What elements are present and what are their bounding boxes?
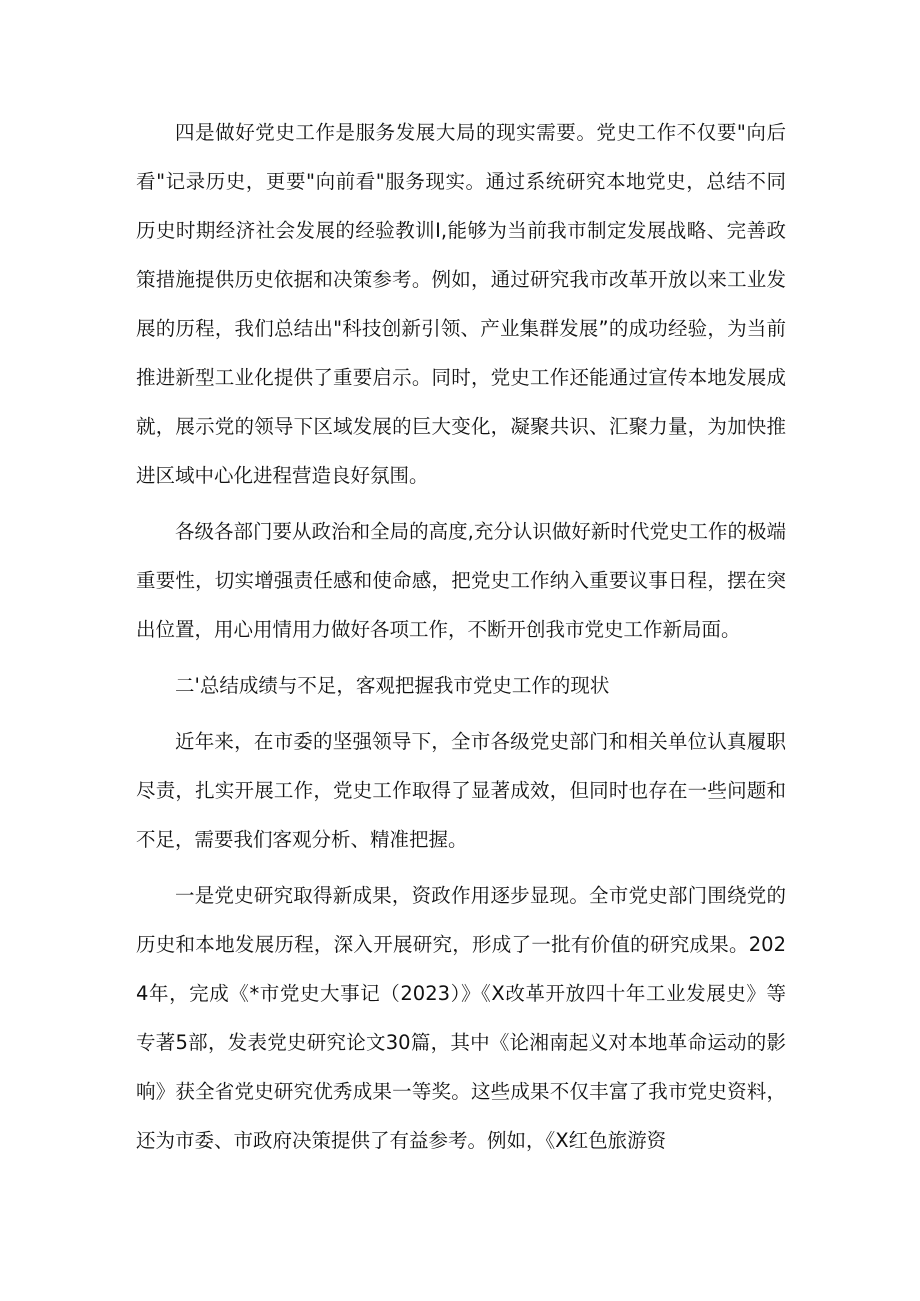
paragraph-point-one: 一是党史研究取得新成果，资政作用逐步显现。全市党史部门围绕党的历史和本地发展历程，深入开展研究，形成了一批有价值的研究成果。2024年，完成《*市党史大事记（2023）》《X改革开放四十年工业发展史》等专著5部，发表党史研究论文30篇，其中《论湘南起义对本地革命运动的影响》获全省党史研究优秀成果一等奖。这些成果不仅丰富了我市党史资料，还为市委、市政府决策提供了有益参考。例如，《X红色旅游资 xyxy=(136,884,786,1152)
paragraph-recent-years: 近年来，在市委的坚强领导下，全市各级党史部门和相关单位认真履职尽责，扎实开展工作，党史工作取得了显著成效，但同时也存在一些问题和不足，需要我们客观分析、精准把握。 xyxy=(136,730,786,851)
document-body xyxy=(136,108,786,1172)
section-heading-two: 二'总结成绩与不足，客观把握我市党史工作的现状 xyxy=(175,674,610,697)
paragraph-departments-requirement: 各级各部门要从政治和全局的高度,充分认识做好新时代党史工作的极端重要性，切实增强责任感和使命感，把党史工作纳入重要议事日程，摆在突出位置，用心用情用力做好各项工作，不断开创我市党史工作新局面。 xyxy=(136,520,786,641)
paragraph-point-four: 四是做好党史工作是服务发展大局的现实需要。党史工作不仅要"向后看"记录历史，更要"向前看"服务现实。通过系统研究本地党史，总结不同历史时期经济社会发展的经验教训I,能够为当前我市制定发展战略、完善政策措施提供历史依据和决策参考。例如，通过研究我市改革开放以来工业发展的历程，我们总结出"科技创新引领、产业集群发展”的成功经验，为当前推进新型工业化提供了重要启示。同时，党史工作还能通过宣传本地发展成就，展示党的领导下区域发展的巨大变化，凝聚共识、汇聚力量，为加快推进区域中心化进程营造良好氛围。 xyxy=(136,121,786,487)
